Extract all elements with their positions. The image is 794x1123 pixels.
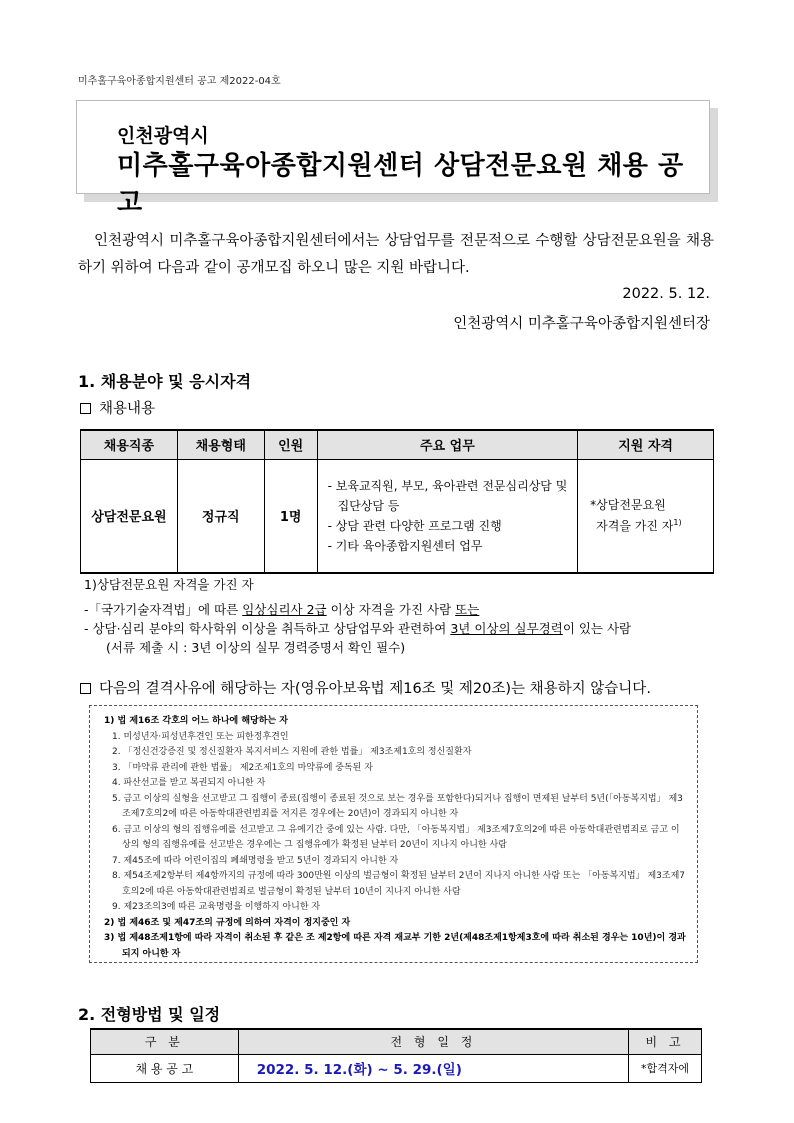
schedule-label-cell: 채 용 공 고: [91, 1054, 239, 1082]
qualification-line: *상담전문요원: [590, 498, 666, 513]
disqual-item: 2. 「정신건강증진 및 정신질환자 복지서비스 지원에 관한 법률」 제3조제1호의 정신질환자: [112, 747, 472, 757]
disqual-item: 8. 제54조제2항부터 제4항까지의 규정에 따라 300만원 이상의 벌금형이 확정된 날부터 2년이 지나지 아니한 사람 또는 「아동복지법」 제3조제7호의2에 따른 아동학대관련범죄로 벌금형이 확정된 날부터 10년이 지나지 아니한 사람: [112, 871, 686, 897]
disqual-item: 1. 미성년자·피성년후견인 또는 피한정후견인: [112, 731, 289, 742]
table-row: [81, 459, 714, 573]
note-line: (서류 제출 시 : 3년 이상의 실무 경력증명서 확인 필수): [106, 640, 406, 655]
table-header: 인원: [264, 430, 317, 459]
disqualification-title: 다음의 결격사유에 해당하는 자(영유아보육법 제16조 및 제20조)는 채용하지 않습니다.: [99, 681, 651, 697]
table-header: 주요 업무: [317, 430, 578, 459]
intro-paragraph: 인천광역시 미추홀구육아종합지원센터에서는 상담업무를 전문적으로 수행할 상담전문요원을 채용하기 위하여 다음과 같이 공개모집 하오니 많은 지원 바랍니다.: [78, 233, 714, 276]
issuing-organization: 인천광역시 미추홀구육아종합지원센터장: [453, 316, 710, 332]
footnote-marker: 1): [673, 518, 682, 528]
note-line: - 상담·심리 분야의 학사학위 이상을 취득하고 상담업무와 관련하여 3년 이상의 실무경력이 있는 사람: [84, 621, 632, 636]
square-bullet-icon: [80, 403, 91, 414]
section1-heading: 1. 채용분야 및 응시자격: [78, 372, 252, 391]
disqual-item: 7. 제45조에 따라 어린이집의 폐쇄명령을 받고 5년이 경과되지 아니한 자: [112, 855, 399, 866]
disqual-heading: 3) 법 제48조제1항에 따라 자격이 취소된 후 같은 조 제2항에 따른 자격 재교부 기한 2년(제48조제1항제3호에 따라 취소된 경우는 10년)이 경과되지 아니한 자: [104, 933, 686, 959]
table-header: 비 고: [629, 1029, 702, 1054]
disqual-item: 5. 금고 이상의 실형을 선고받고 그 집행이 종료(집행이 종료된 것으로 보는 경우를 포함한다)되거나 집행이 면제된 날부터 5년(「아동복지법」 제3조제7호의2에 따른 아동학대관련범죄를 저지른 경우에는 20년)이 경과되지 아니한 자: [112, 793, 683, 819]
table-row: [91, 1054, 702, 1082]
job-title-cell: 상담전문요원: [81, 459, 178, 573]
duty-item: - 기타 육아종합지원센터 업무: [327, 538, 483, 553]
disqual-heading: 2) 법 제46조 및 제47조의 규정에 의하여 자격이 정지중인 자: [104, 917, 351, 928]
schedule-table: [90, 1028, 702, 1083]
headcount-cell: 1명: [264, 459, 317, 573]
disqual-item: 4. 파산선고를 받고 복권되지 아니한 자: [112, 778, 266, 788]
disqualification-heading: [80, 677, 651, 698]
qualification-cell: [578, 459, 714, 573]
table-header: 구 분: [91, 1029, 239, 1054]
section1-subheading: [80, 397, 155, 418]
title-subtitle: 인천광역시: [117, 125, 209, 147]
qualification-notes: [84, 575, 631, 657]
qualification-line2: 자격을 가진 자$^{1)}$: [596, 518, 682, 534]
table-header: 채용형태: [177, 430, 264, 459]
employment-type-cell: 정규직: [177, 459, 264, 573]
document-number: 미추홀구육아종합지원센터 공고 제2022-04호: [78, 76, 281, 87]
table-header: 채용직종: [81, 430, 178, 459]
disqual-item: 6. 금고 이상의 형의 집행유예를 선고받고 그 유예기간 중에 있는 사람. 다만, 「아동복지법」 제3조제7호의2에 따른 아동학대관련범죄로 금고 이상의 형의 집행유예를 선고받은 경우에는 그 집행유예가 확정된 날부터 20년이 지나지 아니한 사람: [112, 824, 680, 850]
table-header: 지원 자격: [578, 430, 714, 459]
disqual-item: 9. 제23조의3에 따른 교육명령을 이행하지 아니한 자: [112, 902, 321, 912]
square-bullet-icon: [80, 683, 91, 694]
table-header: 전 형 일 정: [238, 1029, 628, 1054]
notes-title: 1)상담전문요원 자격을 가진 자: [84, 577, 254, 592]
section2-heading: 2. 전형방법 및 일정: [78, 1005, 221, 1024]
recruitment-table: [80, 429, 714, 574]
duties-cell: [317, 459, 578, 573]
title-box: [76, 100, 710, 218]
duty-item: - 상담 관련 다양한 프로그램 진행: [327, 518, 502, 533]
page-title: 미추홀구육아종합지원센터 상담전문요원 채용 공고: [117, 151, 684, 218]
subheading-label: 채용내용: [99, 401, 156, 417]
announcement-date: 2022. 5. 12.: [622, 286, 710, 302]
disqualification-box: [89, 705, 698, 963]
disqual-heading: 1) 법 제16조 각호의 어느 하나에 해당하는 자: [104, 716, 288, 726]
note-line: -「국가기술자격법」에 따른 임상심리사 2급 이상 자격을 가진 사람 또는: [84, 602, 480, 617]
duty-item: - 보육교직원, 부모, 육아관련 전문심리상담 및 집단상담 등: [327, 478, 568, 513]
disqual-item: 3. 「마약류 관리에 관한 법률」 제2조제1호의 마약류에 중독된 자: [112, 762, 373, 773]
schedule-date-cell: 2022. 5. 12.(화) ~ 5. 29.(일): [238, 1054, 628, 1082]
schedule-note-cell: *합격자에: [629, 1054, 702, 1082]
